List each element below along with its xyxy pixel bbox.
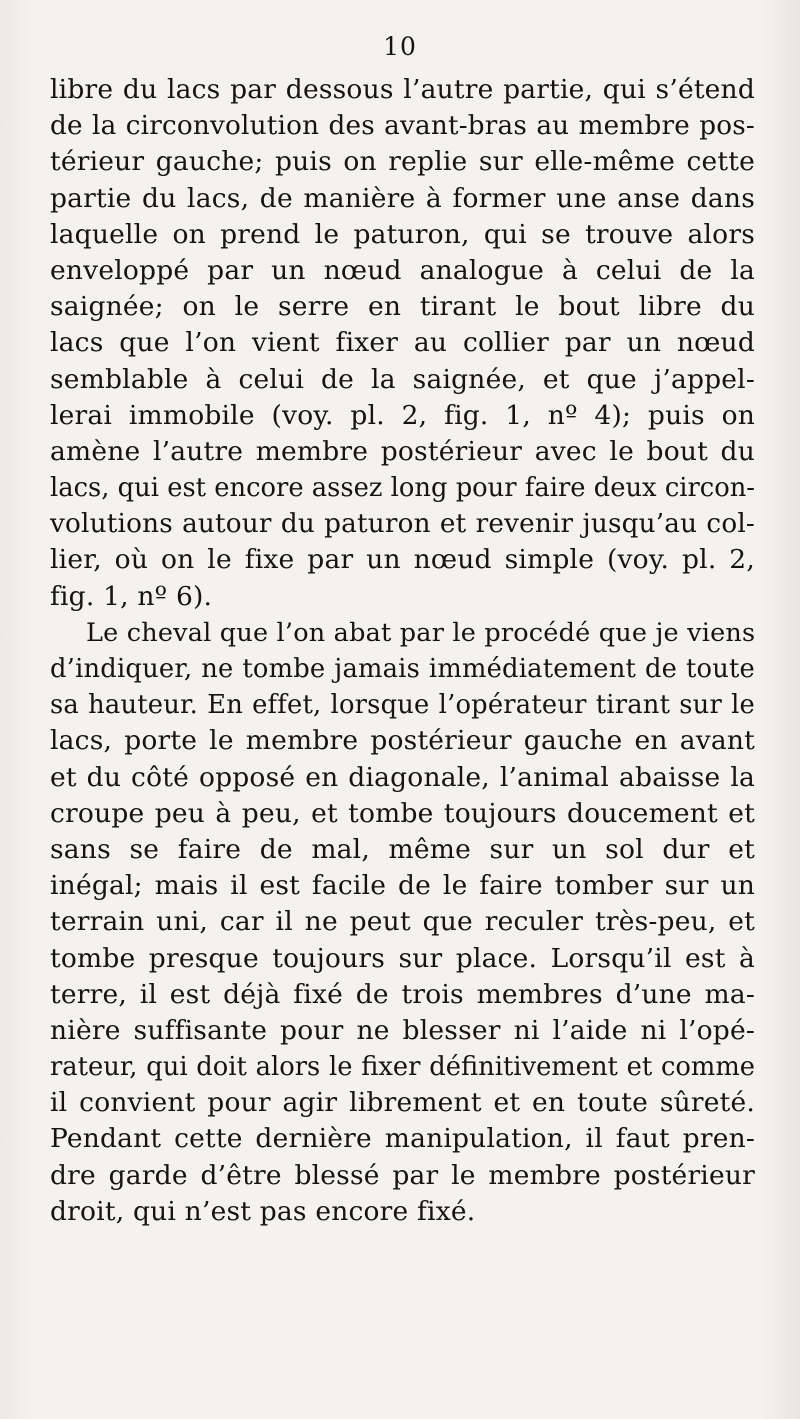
- text-line: inégal; mais il est facile de le faire tomber sur un: [50, 870, 755, 902]
- text-line: terrain uni, car il ne peut que reculer très-peu, et: [50, 906, 755, 938]
- text-line: croupe peu à peu, et tombe toujours doucement et: [50, 797, 755, 829]
- text-line: amène l’autre membre postérieur avec le bout du: [50, 435, 755, 467]
- text-line: terre, il est déjà fixé de trois membres d’une ma-: [50, 978, 755, 1010]
- text-line: nière suffisante pour ne blesser ni l’aide ni l’opé-: [50, 1014, 755, 1046]
- text-line: semblable à celui de la saignée, et que j’appel-: [50, 363, 755, 395]
- text-line: lacs, porte le membre postérieur gauche en avant: [50, 725, 755, 757]
- text-line: partie du lacs, de manière à former une anse dans: [50, 182, 755, 214]
- text-line: lacs, qui est encore assez long pour faire deux circon-: [50, 473, 755, 504]
- text-line: lier, où on le fixe par un nœud simple (voy. pl. 2,: [50, 544, 755, 576]
- text-line: libre du lacs par dessous l’autre partie, qui s’étend: [50, 74, 755, 105]
- text-line: saignée; on le serre en tirant le bout libre du: [50, 291, 755, 323]
- text-line: volutions autour du paturon et revenir jusqu’au col-: [50, 509, 755, 540]
- page-number: 10: [383, 32, 417, 61]
- paragraph-2: [50, 615, 755, 1230]
- text-line: tombe presque toujours sur place. Lorsqu’il est à: [50, 942, 755, 974]
- text-line: sans se faire de mal, même sur un sol dur et: [50, 833, 755, 865]
- text-line: d’indiquer, ne tombe jamais immédiatement de toute: [50, 654, 755, 684]
- text-line: rateur, qui doit alors le fixer définitivement et comme: [50, 1052, 755, 1083]
- text-line: enveloppé par un nœud analogue à celui de la: [50, 254, 755, 286]
- text-line: dre garde d’être blessé par le membre postérieur: [50, 1159, 755, 1191]
- text-line: de la circonvolution des avant-bras au membre pos-: [50, 111, 755, 142]
- text-line: et du côté opposé en diagonale, l’animal abaisse la: [50, 761, 755, 793]
- text-line: lacs que l’on vient fixer au collier par un nœud: [50, 327, 755, 359]
- text-line: il convient pour agir librement et en toute sûreté.: [50, 1087, 755, 1119]
- text-line: fig. 1, nº 6).: [50, 580, 213, 612]
- text-line: Le cheval que l’on abat par le procédé que je viens: [86, 617, 756, 648]
- text-line: laquelle on prend le paturon, qui se trouve alors: [50, 218, 755, 250]
- text-line: droit, qui n’est pas encore fixé.: [50, 1195, 476, 1227]
- paragraph-1: [50, 72, 755, 615]
- body-text: [50, 72, 755, 1230]
- text-line: sa hauteur. En effet, lorsque l’opérateur tirant sur le: [50, 690, 755, 721]
- text-line: térieur gauche; puis on replie sur elle-même cette: [50, 146, 755, 178]
- text-line: Pendant cette dernière manipulation, il faut pren-: [50, 1123, 755, 1155]
- text-line: lerai immobile (voy. pl. 2, fig. 1, nº 4); puis on: [50, 399, 755, 431]
